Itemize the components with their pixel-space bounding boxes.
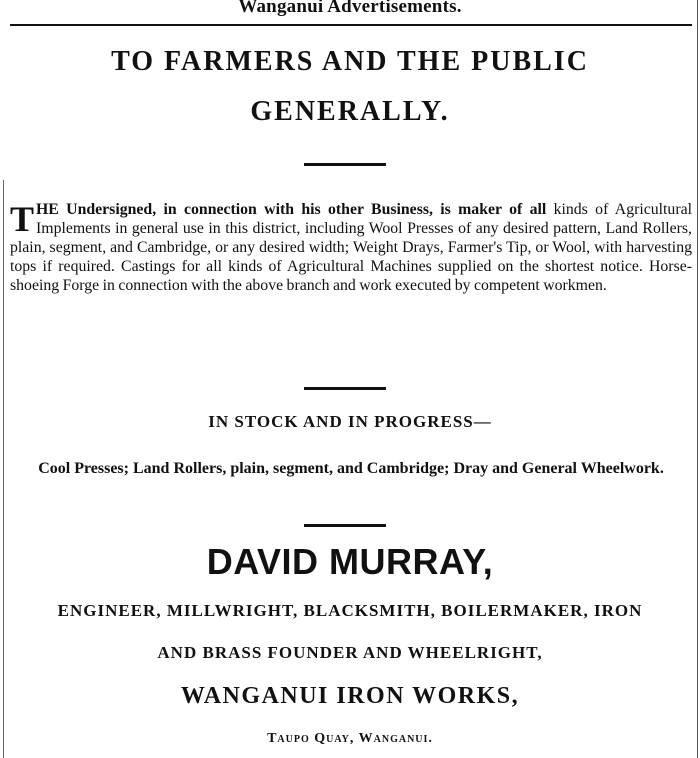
section-header: Wanganui Advertisements.: [238, 0, 462, 17]
heading-line-2: GENERALLY.: [250, 96, 450, 127]
body-first-line: HE Undersigned, in connection with his other Business, is maker of all: [36, 201, 547, 218]
works-name: WANGANUI IRON WORKS,: [180, 683, 520, 709]
divider-rule-3: [304, 524, 386, 527]
page-left-edge: [3, 180, 4, 758]
stock-heading: IN STOCK AND IN PROGRESS—: [208, 412, 492, 431]
header-rule: [10, 24, 692, 26]
body-rest: kinds of Agricultural Implements in general use in this district, including Wool Presses of any desired pattern, Land Rollers, plain, segment, and Cambridge, or any desired width; Weight Drays, Farmer's Tip, or Wool, with harvesting tops if required. Castings for all kinds of Agricultural Machines supplied on the shortest notice. Horse-shoeing Forge in connection with the above branch and work executed by competent workmen.: [10, 201, 692, 294]
trades-line-1: ENGINEER, MILLWRIGHT, BLACKSMITH, BOILERMAKER, IRON: [57, 601, 643, 620]
address: Taupo Quay, Wanganui.: [267, 731, 433, 746]
body-paragraph: [10, 200, 692, 295]
divider-rule-2: [304, 387, 386, 390]
stock-text: Cool Presses; Land Rollers, plain, segment, and Cambridge; Dray and General Wheelwork.: [38, 460, 664, 477]
drop-cap: T: [10, 199, 35, 239]
divider-rule-1: [304, 163, 386, 166]
heading-line-1: TO FARMERS AND THE PUBLIC: [111, 46, 589, 77]
trades-line-2: AND BRASS FOUNDER AND WHEELRIGHT,: [157, 643, 543, 662]
advertiser-name: DAVID MURRAY,: [206, 541, 494, 582]
